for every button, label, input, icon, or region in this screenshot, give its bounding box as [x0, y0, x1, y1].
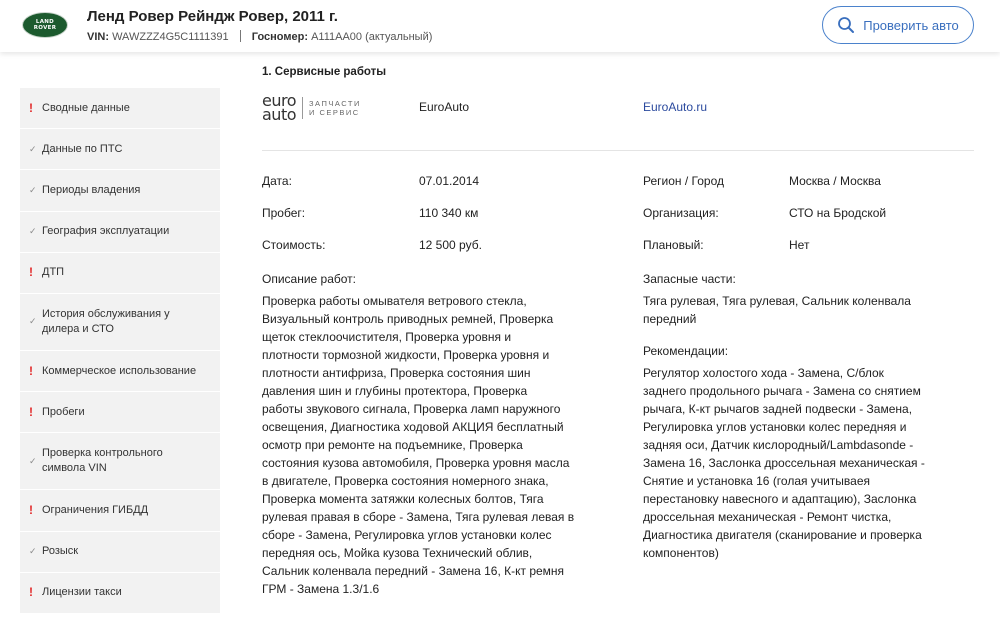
warning-icon: ! [29, 585, 33, 600]
logo-text-line1: LAND [35, 19, 55, 25]
text-line: сборе - Замена, Регулировка углов установки колес [262, 528, 552, 542]
sidebar-item-label: Ограничения ГИБДД [42, 503, 149, 516]
check-car-label: Проверить авто [863, 17, 959, 33]
logo-word: auto [262, 105, 297, 124]
text-line: освещения, Диагностика ходовой АКЦИЯ бесплатный [262, 420, 564, 434]
text-line: Проверка работы омывателя ветрового стекла, [262, 294, 527, 308]
spare-parts-label: Запасные части: [643, 272, 736, 286]
date-label: Дата: [262, 174, 292, 188]
sidebar-item-ownership[interactable] [20, 170, 220, 211]
text-line: Диагностика двигателя (сканирование и проверка [643, 528, 922, 542]
text-line: передняя ось, Мойка кузова Технический облив, [262, 546, 533, 560]
sidebar-item-label: Сводные данные [42, 101, 130, 114]
sidebar-item-label [42, 446, 163, 476]
sidebar-item-label: ДТП [42, 266, 65, 279]
mileage-value: 110 340 км [419, 206, 479, 220]
sidebar-item-label [42, 307, 170, 337]
sidebar-item-label: Пробеги [42, 405, 85, 418]
planned-label: Плановый: [643, 238, 704, 252]
check-icon: ✓ [29, 546, 37, 557]
logo-tag: ЗАПЧАСТИ [309, 99, 361, 108]
text-line: плотности тормозной жидкости, Проверка уровня и [262, 348, 550, 362]
date-value: 07.01.2014 [419, 174, 480, 188]
text-line: ГРМ - Замена 1.3/1.6 [262, 582, 380, 596]
section-title: 1. Сервисные работы [262, 66, 387, 78]
sidebar-item-commercial-use[interactable] [20, 351, 220, 392]
label-line: Проверка контрольного [42, 447, 163, 460]
recommendations-text [643, 364, 973, 562]
sidebar-item-label: Коммерческое использование [42, 364, 197, 377]
sidebar-item-accidents[interactable] [20, 253, 220, 294]
divider [262, 150, 974, 151]
text-line: компонентов) [643, 546, 719, 560]
logo-wordmark [262, 91, 297, 124]
recommendations-label: Рекомендации: [643, 344, 729, 358]
text-line: Замена 16, Заслонка дроссельная механическая - [643, 456, 925, 470]
provider-website-link[interactable]: EuroAuto.ru [643, 100, 708, 114]
sidebar-item-restrictions[interactable] [20, 490, 220, 531]
check-icon: ✓ [29, 455, 37, 466]
region-value: Москва / Москва [789, 174, 881, 188]
plate-label: Госномер: [251, 31, 308, 43]
logo-text-line2: ROVER [33, 25, 57, 31]
cost-label: Стоимость: [262, 238, 326, 252]
sidebar-item-label: География эксплуатации [42, 225, 170, 238]
text-line: Тяга рулевая, Тяга рулевая, Сальник коленвала [643, 294, 911, 308]
plate-value: А111АА00 (актуальный) [311, 31, 433, 43]
logo-tag: И СЕРВИС [309, 108, 360, 117]
warning-icon: ! [29, 265, 33, 280]
search-icon [837, 16, 855, 34]
sidebar-item-geography[interactable] [20, 212, 220, 253]
mileage-label: Пробег: [262, 206, 306, 220]
text-line: Проверка момента затяжки колесных болтов, Тяга [262, 492, 544, 506]
text-line: щеток стеклоочистителя, Проверка уровня и [262, 330, 512, 344]
organization-label: Организация: [643, 206, 719, 220]
text-line: состояния кузова автомобиля, Проверка уровня масла [262, 456, 570, 470]
land-rover-logo[interactable] [22, 12, 68, 38]
logo-tagline [309, 99, 361, 117]
text-line: рычага, К-кт рычагов задней подвески - Замена, [643, 402, 913, 416]
text-line: перестановку навесного и адаптацию), Заслонка [643, 492, 917, 506]
spare-parts-text [643, 292, 973, 328]
text-line: осмотр при ремонте на подъемнике, Проверка [262, 438, 523, 452]
cost-value: 12 500 руб. [419, 238, 482, 252]
warning-icon: ! [29, 404, 33, 419]
euroauto-logo [262, 91, 361, 124]
organization-value: СТО на Бродской [789, 206, 887, 220]
region-label: Регион / Город [643, 174, 724, 188]
car-identifiers [87, 30, 432, 43]
text-line: заднего продольного рычага - Замена со снятием [643, 384, 921, 398]
vin-value: WAWZZZ4G5C1111391 [112, 31, 229, 43]
text-line: задняя оси, Датчик кислородный/Lambdasonde - [643, 438, 914, 452]
text-line: Сальник коленвала передний - Замена 16, К-кт ремня [262, 564, 565, 578]
sidebar-item-service-history[interactable] [20, 294, 220, 351]
vin-label: VIN: [87, 31, 109, 43]
sidebar-item-vin-check[interactable] [20, 433, 220, 490]
sidebar-item-label: Лицензии такси [42, 586, 122, 599]
label-line: символа VIN [42, 462, 107, 475]
text-line: Снятие и установка 16 (голая учитываея [643, 474, 871, 488]
divider [240, 30, 241, 42]
text-line: плотности антифриза, Проверка состояния шин [262, 366, 531, 380]
work-description-text [262, 292, 602, 598]
check-icon: ✓ [29, 184, 37, 195]
label-line: История обслуживания у [42, 307, 170, 320]
text-line: работы звукового сигнала, Проверка ламп наружного [262, 402, 561, 416]
top-header [0, 0, 1000, 52]
text-line: Визуальный контроль приводных ремней, Проверка [262, 312, 554, 326]
provider-name: EuroAuto [419, 100, 470, 114]
sidebar-item-summary[interactable] [20, 88, 220, 129]
sidebar-item-wanted[interactable] [20, 532, 220, 573]
label-line: дилера и СТО [42, 322, 114, 335]
check-icon: ✓ [29, 316, 37, 327]
planned-value: Нет [789, 238, 810, 252]
sidebar-item-taxi-license[interactable] [20, 573, 220, 614]
report-sections-nav [20, 88, 220, 614]
check-icon: ✓ [29, 143, 37, 154]
sidebar-item-label: Розыск [42, 545, 79, 558]
text-line: передний [643, 312, 697, 326]
logo-divider [302, 97, 303, 119]
warning-icon: ! [29, 363, 33, 378]
text-line: рулевая правая в сборе - Замена, Тяга рулевая левая в [262, 510, 575, 524]
page-title: Ленд Ровер Рейндж Ровер, 2011 г. [87, 8, 338, 25]
sidebar-item-label: Периоды владения [42, 183, 141, 196]
text-line: дроссельная механическая - Ремонт чистка, [643, 510, 892, 524]
text-line: в двигателе, Проверка состояния номерного знака, [262, 474, 549, 488]
work-description-label: Описание работ: [262, 272, 357, 286]
logo-word: euro [262, 91, 296, 110]
sidebar-item-pts[interactable] [20, 129, 220, 170]
check-icon: ✓ [29, 226, 37, 237]
warning-icon: ! [29, 100, 33, 115]
text-line: Регулятор холостого хода - Замена, С/блок [643, 366, 884, 380]
text-line: Регулировка углов установки колес передняя и [643, 420, 907, 434]
sidebar-item-mileage[interactable] [20, 392, 220, 433]
check-car-button[interactable] [822, 6, 974, 44]
sidebar-item-label: Данные по ПТС [42, 142, 123, 155]
warning-icon: ! [29, 502, 33, 517]
text-line: давления шин и глубины протектора, Проверка [262, 384, 528, 398]
